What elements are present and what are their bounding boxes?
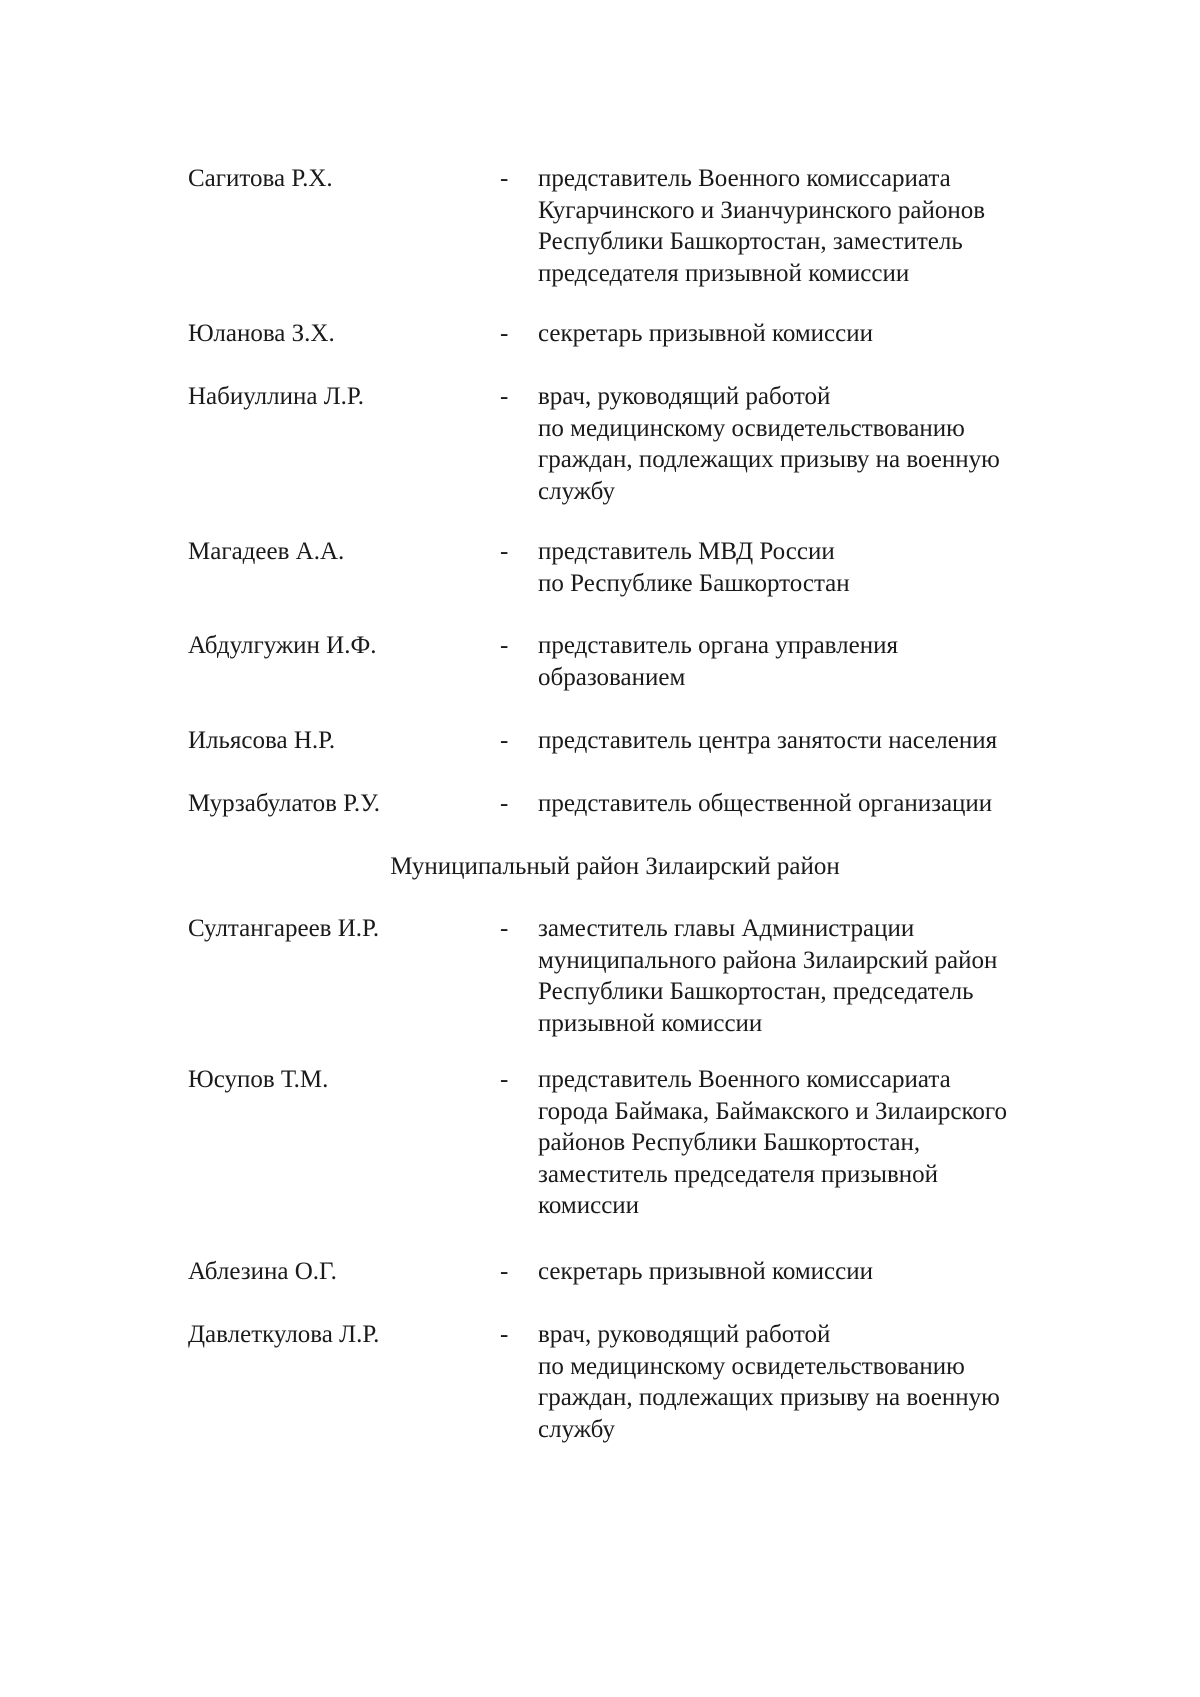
member-role [538, 318, 1098, 350]
role-line: представитель органа управления [538, 632, 898, 659]
role-line: представитель Военного комиссариата [538, 1066, 951, 1093]
role-line: Республики Башкортостан, председатель [538, 978, 974, 1005]
member-name: Аблезина О.Г. [188, 1258, 337, 1285]
member-role [538, 1256, 1098, 1288]
role-line: службу [538, 1415, 615, 1443]
member-role [538, 1319, 1098, 1445]
role-line: образованием [538, 663, 686, 691]
separator-dash: - [500, 538, 509, 565]
separator-dash: - [500, 320, 509, 347]
role-line: по медицинскому освидетельствованию [538, 1352, 965, 1380]
role-line: комиссии [538, 1192, 640, 1219]
role-line: районов Республики Башкортостан, [538, 1129, 921, 1156]
member-name: Юсупов Т.М. [188, 1066, 329, 1093]
role-line: заместитель председателя призывной [538, 1160, 938, 1188]
separator-dash: - [500, 790, 509, 817]
section-heading: Муниципальный район Зилаирский район [390, 853, 840, 880]
role-line: врач, руководящий работой [538, 383, 831, 410]
separator-dash: - [500, 727, 509, 754]
role-line: заместитель главы Администрации [538, 915, 915, 942]
member-role [538, 381, 1098, 507]
member-role [538, 536, 1098, 599]
separator-dash: - [500, 632, 509, 659]
role-line: председателя призывной комиссии [538, 259, 910, 287]
member-name: Абдулгужин И.Ф. [188, 632, 377, 659]
role-line: врач, руководящий работой [538, 1321, 831, 1348]
role-line: представитель центра занятости населения [538, 727, 998, 754]
separator-dash: - [500, 1258, 509, 1285]
separator-dash: - [500, 165, 509, 192]
member-role [538, 630, 1098, 693]
member-name: Ильясова Н.Р. [188, 727, 336, 754]
member-name: Набиуллина Л.Р. [188, 383, 364, 410]
member-name: Давлеткулова Л.Р. [188, 1321, 380, 1348]
role-line: по Республике Башкортостан [538, 569, 850, 597]
member-name: Сагитова Р.Х. [188, 165, 333, 192]
separator-dash: - [500, 915, 509, 942]
role-line: представитель МВД России [538, 538, 835, 565]
member-role [538, 725, 1098, 757]
role-line: граждан, подлежащих призыву на военную [538, 1384, 1000, 1411]
role-line: Кугарчинского и Зианчуринского районов [538, 196, 986, 224]
member-role [538, 163, 1098, 289]
member-name: Магадеев А.А. [188, 538, 345, 565]
role-line: по медицинскому освидетельствованию [538, 414, 965, 442]
role-line: секретарь призывной комиссии [538, 320, 874, 347]
separator-dash: - [500, 1321, 509, 1348]
separator-dash: - [500, 1066, 509, 1093]
role-line: граждан, подлежащих призыву на военную [538, 446, 1000, 473]
member-name: Мурзабулатов Р.У. [188, 790, 381, 817]
member-role [538, 788, 1098, 820]
role-line: города Баймака, Баймакского и Зилаирского [538, 1097, 1007, 1125]
role-line: муниципального района Зилаирский район [538, 946, 998, 974]
member-name: Юланова З.Х. [188, 320, 335, 347]
member-role [538, 1064, 1098, 1222]
role-line: секретарь призывной комиссии [538, 1258, 874, 1285]
role-line: представитель Военного комиссариата [538, 165, 951, 192]
role-line: представитель общественной организации [538, 790, 993, 817]
member-name: Султангареев И.Р. [188, 915, 380, 942]
separator-dash: - [500, 383, 509, 410]
role-line: призывной комиссии [538, 1009, 763, 1037]
member-role [538, 913, 1098, 1039]
role-line: Республики Башкортостан, заместитель [538, 228, 963, 255]
role-line: службу [538, 477, 615, 505]
